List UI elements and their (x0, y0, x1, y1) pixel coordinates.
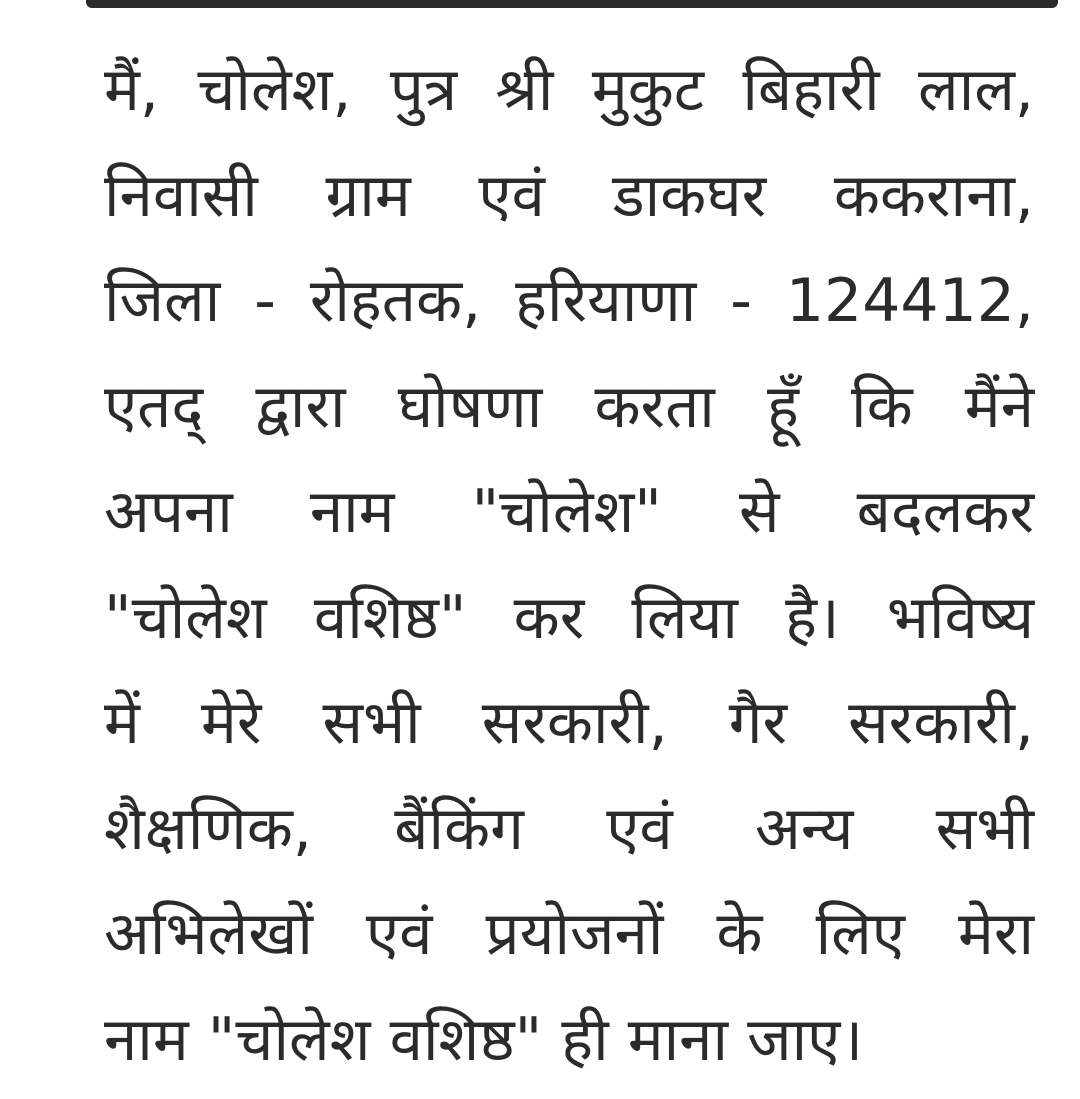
notice-line: अपना नाम "चोलेश" से बदलकर (104, 477, 1034, 547)
notice-line: जिला - रोहतक, हरियाणा - 124412, (104, 266, 1034, 336)
notice-line: मैं, चोलेश, पुत्र श्री मुकुट बिहारी लाल, (104, 55, 1034, 125)
notice-line: शैक्षणिक, बैंकिंग एवं अन्य सभी (104, 793, 1034, 864)
notice-line: में मेरे सभी सरकारी, गैर सरकारी, (104, 688, 1034, 758)
notice-line: नाम "चोलेश वशिष्ठ" ही माना जाए। (104, 1004, 864, 1075)
name-change-notice (104, 38, 1034, 1093)
top-border-rule (86, 0, 1058, 8)
notice-line: "चोलेश वशिष्ठ" कर लिया है। भविष्य (104, 582, 1034, 653)
notice-line: अभिलेखों एवं प्रयोजनों के लिए मेरा (104, 899, 1034, 969)
notice-line: एतद् द्वारा घोषणा करता हूँ कि मैंने (104, 371, 1034, 442)
notice-line: निवासी ग्राम एवं डाकघर ककराना, (104, 160, 1034, 231)
